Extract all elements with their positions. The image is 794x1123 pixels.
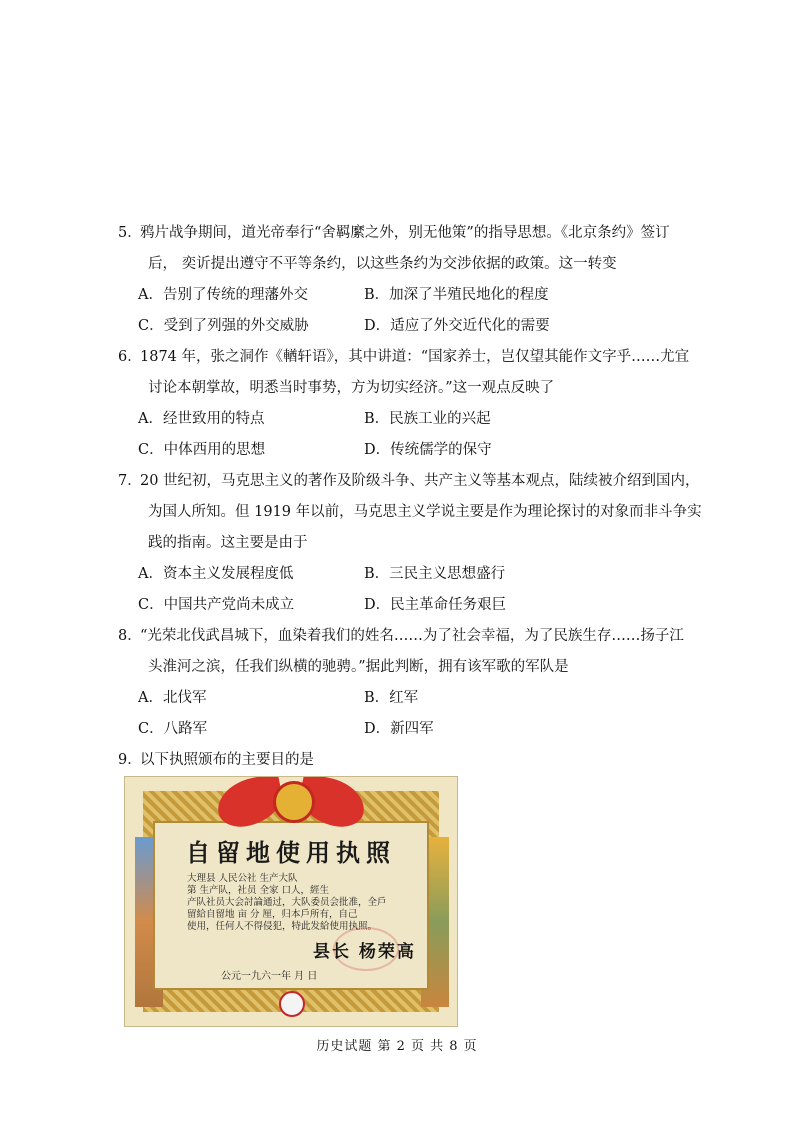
option-d: D．适应了外交近代化的需要	[364, 318, 550, 334]
question-text-cont: 践的指南。这主要是由于	[148, 535, 308, 551]
star-emblem-icon	[279, 991, 305, 1017]
question-5	[118, 218, 678, 342]
question-stem	[118, 342, 690, 404]
options	[118, 559, 678, 621]
option-b: B．加深了半殖民地化的程度	[364, 287, 549, 303]
certificate-line: 留給自留地 亩 分 厘，归本戶所有，自己	[187, 909, 358, 920]
option-c: C．八路军	[138, 721, 208, 737]
option-a: A．北伐军	[138, 690, 207, 706]
question-8	[118, 621, 684, 745]
question-number: 8．	[118, 628, 142, 644]
option-a: A．经世致用的特点	[138, 411, 265, 427]
option-d: D．传统儒学的保守	[364, 442, 492, 458]
question-stem	[118, 218, 678, 280]
question-text: 20 世纪初，马克思主义的著作及阶级斗争、共产主义等基本观点，陆续被介绍到国内，	[140, 473, 700, 489]
options	[118, 404, 678, 466]
question-stem	[118, 466, 702, 559]
question-6	[118, 342, 690, 466]
option-d: D．民主革命任务艰巨	[364, 597, 507, 613]
certificate-date: 公元一九六一年 月 日	[221, 971, 318, 982]
option-c: C．中体西用的思想	[138, 442, 266, 458]
option-c: C．中国共产党尚未成立	[138, 597, 295, 613]
question-stem	[118, 621, 684, 683]
question-9	[118, 745, 678, 776]
question-number: 6．	[118, 349, 142, 365]
option-d: D．新四军	[364, 721, 434, 737]
question-text-cont: 为国人所知。但 1919 年以前，马克思主义学说主要是作为理论探讨的对象而非斗争实	[148, 504, 702, 520]
emblem-icon	[273, 781, 315, 823]
option-c: C．受到了列强的外交威胁	[138, 318, 309, 334]
land-use-certificate-image	[124, 776, 458, 1027]
certificate-line: 使用，任何人不得侵犯，特此发給使用执照。	[187, 921, 378, 932]
options	[118, 280, 678, 342]
certificate-line: 产队社员大会討論通过，大队委员会批准，全戶	[187, 897, 387, 908]
question-text-cont: 后， 奕䜣提出遵守不平等条约，以这些条约为交涉依据的政策。这一转变	[148, 256, 617, 272]
options	[118, 683, 678, 745]
option-a: A．告别了传统的理藩外交	[138, 287, 308, 303]
question-number: 5．	[118, 225, 142, 241]
question-text: 1874 年，张之洞作《輶轩语》，其中讲道：“国家养士，岂仅望其能作文字乎……尤宜	[140, 349, 690, 365]
certificate-title: 自留地使用执照	[186, 838, 396, 867]
question-text: 以下执照颁布的主要目的是	[140, 752, 314, 768]
question-7	[118, 466, 702, 621]
option-a: A．资本主义发展程度低	[138, 566, 294, 582]
question-text: 鸦片战争期间，道光帝奉行“舍羁縻之外，别无他策”的指导思想。《北京条约》签订	[140, 225, 670, 241]
question-stem	[118, 745, 678, 776]
question-number: 7．	[118, 473, 142, 489]
question-number: 9．	[118, 752, 142, 768]
question-text-cont: 讨论本朝掌故，明悉当时事势，方为切实经济。”这一观点反映了	[148, 380, 555, 396]
question-text: “光荣北伐武昌城下，血染着我们的姓名……为了社会幸福，为了民族生存……扬子江	[140, 628, 684, 644]
option-b: B．三民主义思想盛行	[364, 566, 506, 582]
certificate-signature: 县长 杨荣高	[313, 942, 416, 962]
question-text-cont: 头淮河之滨，任我们纵横的驰骋。”据此判断，拥有该军歌的军队是	[148, 659, 569, 675]
page-footer: 历史试题 第 2 页 共 8 页	[316, 1039, 478, 1054]
certificate-line: 第 生产队，社员 全家 口人，經生	[187, 885, 330, 896]
option-b: B．民族工业的兴起	[364, 411, 491, 427]
certificate-line: 大理县 人民公社 生产大队	[187, 873, 298, 884]
option-b: B．红军	[364, 690, 419, 706]
